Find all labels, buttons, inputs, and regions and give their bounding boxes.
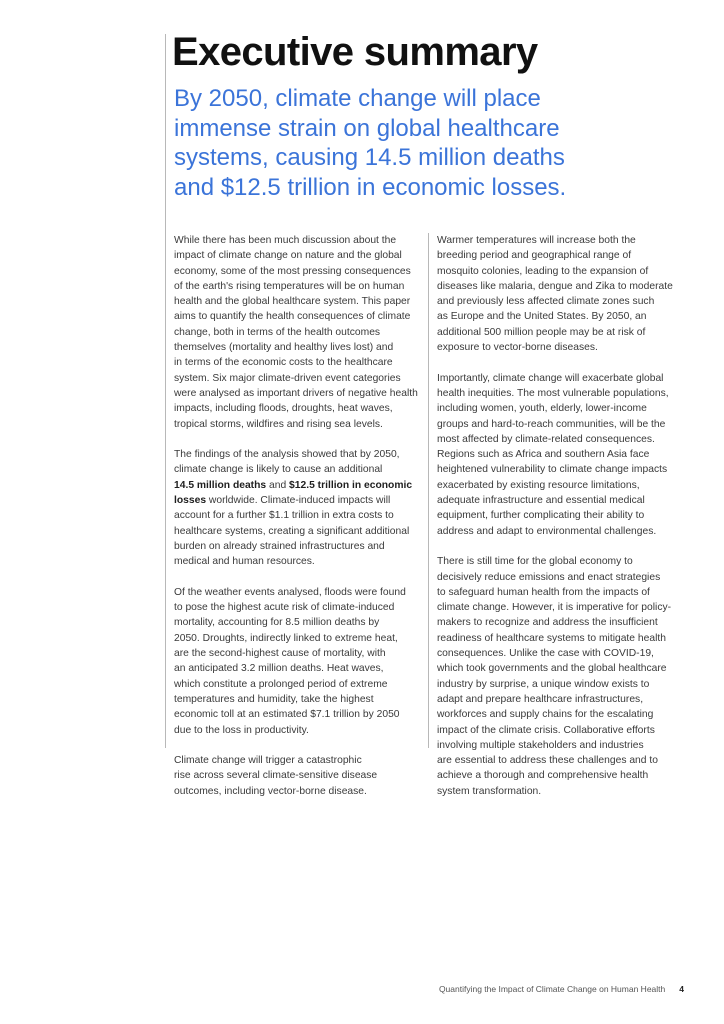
right-paragraph-3: There is still time for the global economy to decisively reduce emissions and enact strategies to safeguard human health from the impacts of climate change. However, it is imperative for policy- makers to recognize and address the insufficient readiness of healthcare systems to mitigate health consequences. Unlike the case with COVID-19, which took governments and the global healthcare industry by surprise, a unique window exists to adapt and prepare healthcare infrastructures, workforces and supply chains for the escalating impact of the climate crisis. Collaborative efforts involving multiple stakeholders and industries are essential to address these challenges and to achieve a thorough and comprehensive health system transformation. bbox=[437, 556, 672, 797]
footer-report-title: Quantifying the Impact of Climate Change on Human Health bbox=[438, 984, 666, 994]
column-divider bbox=[428, 233, 429, 748]
right-paragraph-2: Importantly, climate change will exacerbate global health inequities. The most vulnerable populations, including women, youth, elderly, lower-income groups and hard-to-reach communities, will be the most affected by climate-related consequences. Regions such as Africa and southern Asia face heightened vulnerability to climate change impacts exacerbated by existing resource limitations, adequate infrastructure and essential medical equipment, further complicating their ability to address and adapt to environmental challenges. bbox=[437, 372, 669, 537]
losses-highlight: $12.5 trillion in economic losses bbox=[174, 479, 413, 507]
page-subtitle: By 2050, climate change will place immense strain on global healthcare systems, causing 14.5 million deaths and $12.5 trillion in economic losses. bbox=[174, 85, 567, 201]
page-title: Executive summary bbox=[172, 30, 538, 74]
left-paragraph-2 bbox=[174, 447, 426, 569]
page-number: 4 bbox=[679, 984, 684, 994]
left-accent-rule bbox=[165, 34, 166, 748]
left-paragraph-3: Of the weather events analysed, floods were found to pose the highest acute risk of climate-induced mortality, accounting for 8.5 million deaths by 2050. Droughts, indirectly linked to extreme heat, are the second-highest cause of mortality, with an anticipated 3.2 million deaths. Heat waves, which constitute a prolonged period of extreme temperatures and humidity, take the highest economic toll at an estimated $7.1 trillion by 2050 due to the loss in productivity. bbox=[174, 586, 406, 736]
right-paragraph-1: Warmer temperatures will increase both the breeding period and geographical range of mosquito colonies, leading to the expansion of diseases like malaria, dengue and Zika to moderate and previously less affected climate zones such as Europe and the United States. By 2050, an additional 500 million people may be at risk of exposure to vector-borne diseases. bbox=[437, 235, 673, 354]
right-text-column bbox=[437, 233, 689, 799]
left-paragraph-1: While there has been much discussion about the impact of climate change on nature and the global economy, some of the most pressing consequences of the earth's rising temperatures will be on human health and the global healthcare system. This paper aims to quantify the health consequences of climate change, both in terms of the health outcomes themselves (mortality and healthy lives lost) and in terms of the economic costs to the healthcare system. Six major climate-driven event categories were analysed as important drivers of negative health impacts, including floods, droughts, heat waves, tropical storms, wildfires and rising sea levels. bbox=[174, 235, 418, 430]
left-text-column bbox=[174, 233, 426, 799]
page-footer bbox=[0, 983, 684, 995]
paragraph-text: The findings of the analysis showed that by 2050, climate change is likely to cause an additional bbox=[174, 449, 400, 476]
left-paragraph-4: Climate change will trigger a catastrophic rise across several climate-sensitive disease outcomes, including vector-borne disease. bbox=[174, 755, 378, 797]
deaths-highlight: 14.5 million deaths bbox=[174, 479, 267, 491]
paragraph-text: and bbox=[266, 479, 290, 491]
paragraph-text: worldwide. Climate-induced impacts will account for a further $1.1 trillion in extra costs to healthcare systems, creating a significant additional burden on already strained infrastructures and medical and human resources. bbox=[174, 495, 410, 568]
